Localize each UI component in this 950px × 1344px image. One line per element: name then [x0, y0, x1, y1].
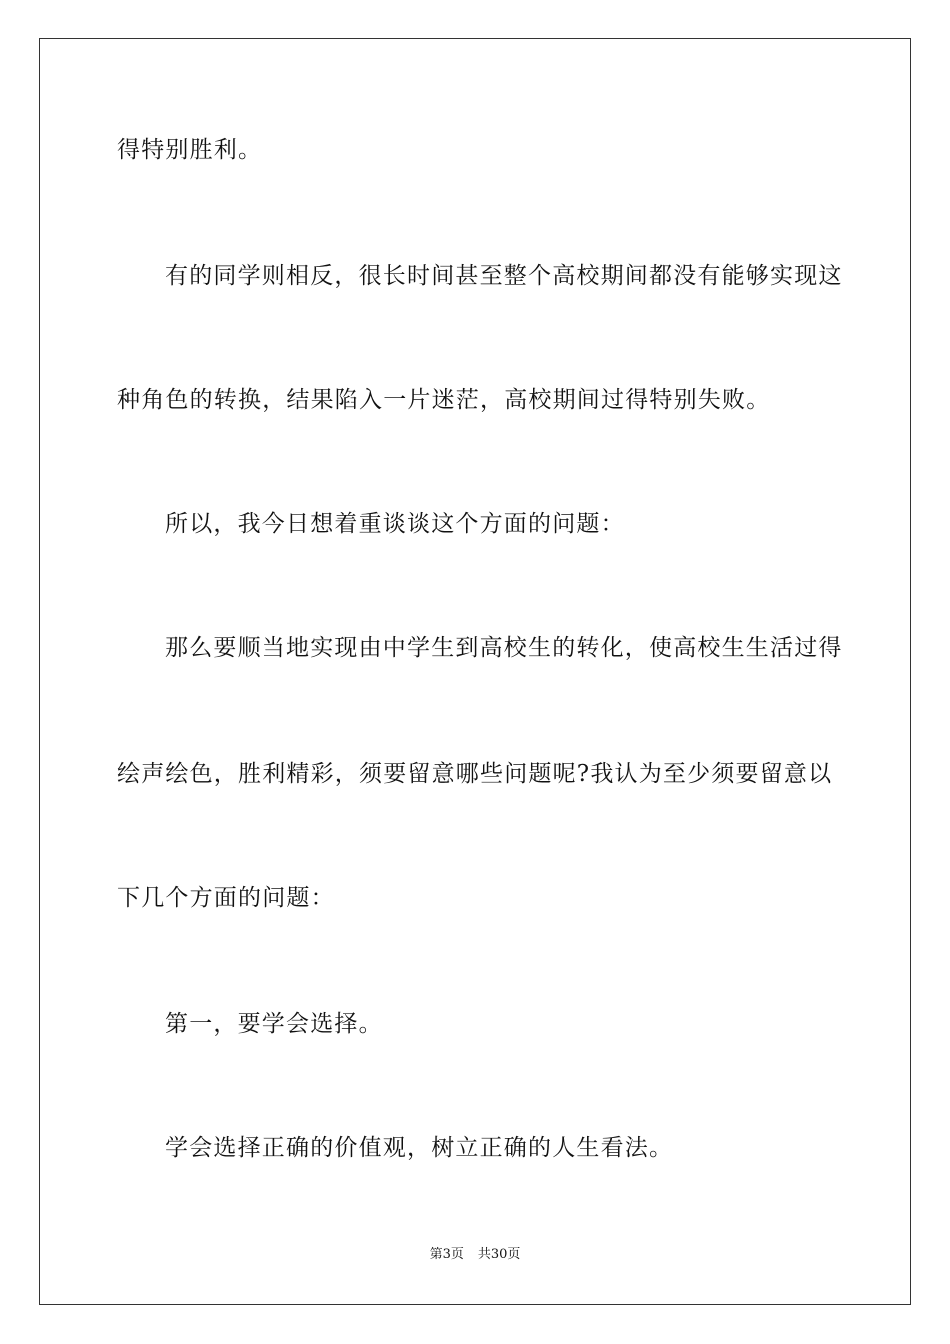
paragraph-line: 第一，要学会选择。	[165, 1011, 383, 1037]
paragraph-line: 所以，我今日想着重谈谈这个方面的问题：	[165, 511, 625, 537]
total-pages: 共30页	[477, 1247, 521, 1262]
paragraph-line: 绘声绘色，胜利精彩，须要留意哪些问题呢?我认为至少须要留意以	[117, 761, 833, 787]
page-footer	[0, 1246, 950, 1264]
page-number: 第3页	[429, 1247, 464, 1262]
page-border	[39, 38, 911, 1305]
paragraph-line: 学会选择正确的价值观，树立正确的人生看法。	[165, 1135, 674, 1161]
paragraph-line: 得特别胜利。	[117, 137, 263, 163]
paragraph-line: 那么要顺当地实现由中学生到高校生的转化，使高校生生活过得	[165, 635, 843, 661]
paragraph-line: 下几个方面的问题：	[117, 885, 335, 911]
paragraph-line: 有的同学则相反，很长时间甚至整个高校期间都没有能够实现这	[165, 263, 843, 289]
paragraph-line: 种角色的转换，结果陷入一片迷茫，高校期间过得特别失败。	[117, 387, 771, 413]
